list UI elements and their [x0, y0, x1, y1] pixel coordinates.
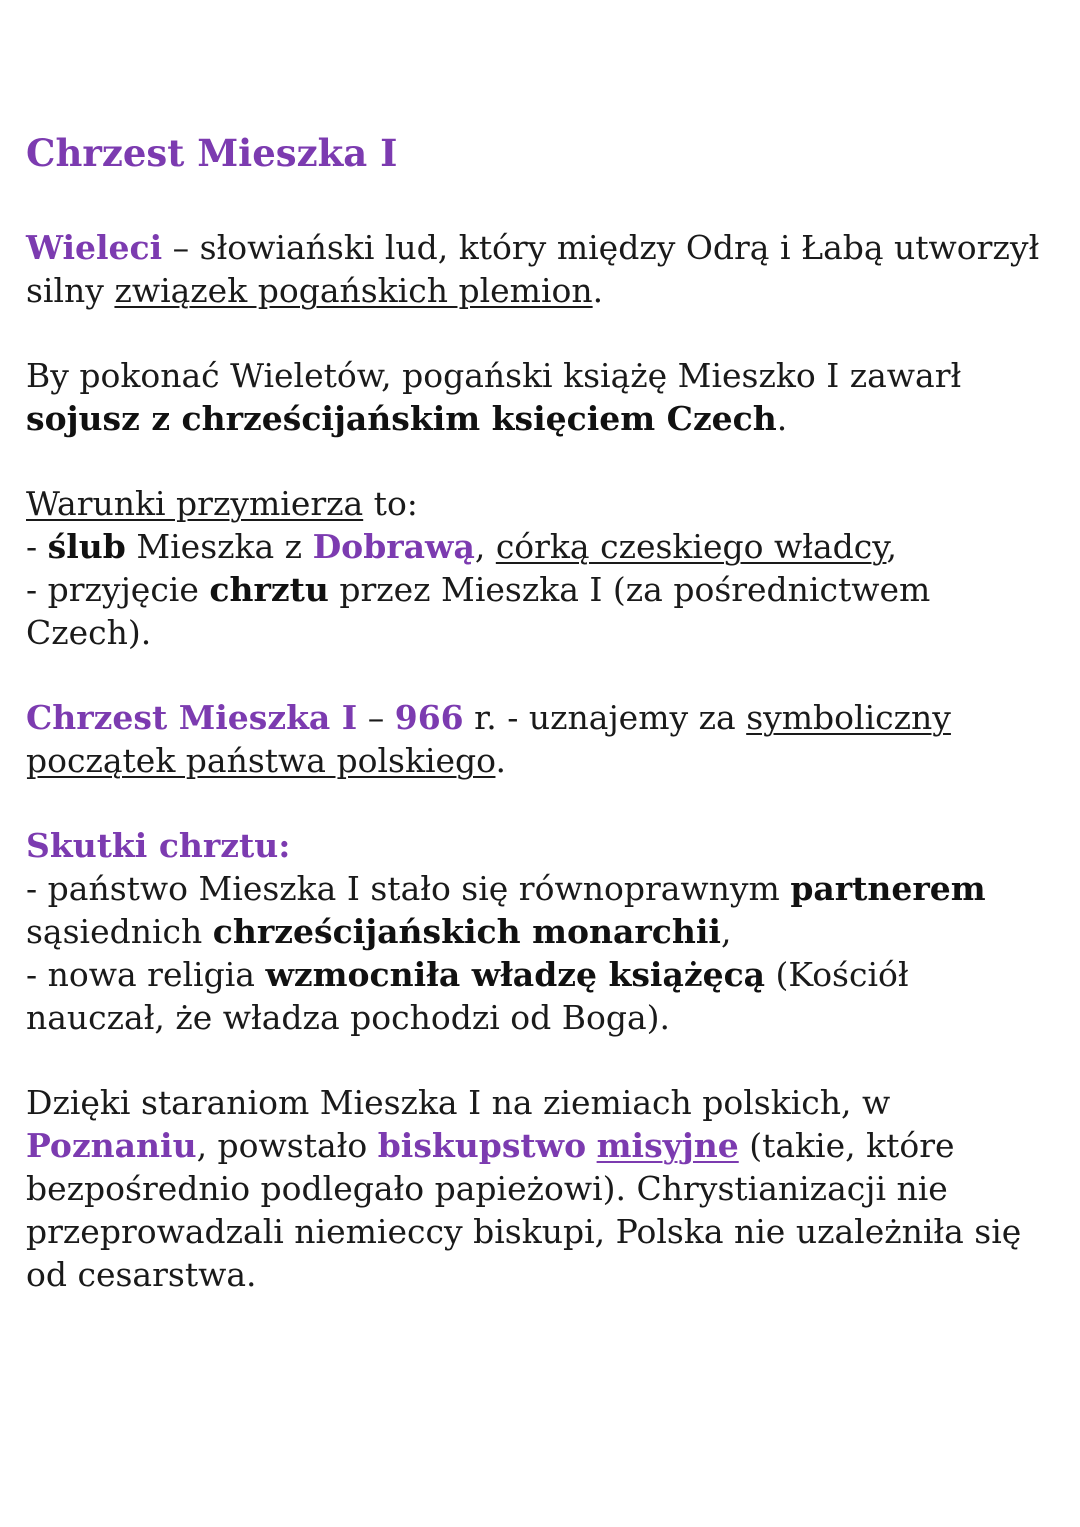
highlight-misyjne: misyjne	[596, 1126, 739, 1165]
list-item	[26, 953, 1056, 1039]
text: –	[357, 698, 395, 737]
paragraph-chrzest-966	[26, 696, 1056, 782]
paragraph-sojusz	[26, 354, 1056, 440]
text: r. - uznajemy za	[463, 698, 747, 737]
warunki-heading	[26, 482, 1056, 525]
text: Mieszka z	[125, 527, 313, 566]
highlight-dobrawa: Dobrawą	[312, 527, 475, 566]
underlined-phrase: związek pogańskich plemion	[114, 271, 593, 310]
list-item	[26, 867, 1056, 953]
paragraph-biskupstwo	[26, 1081, 1056, 1296]
page-title: Chrzest Mieszka I	[26, 131, 398, 175]
list-item	[26, 525, 1056, 568]
list-item	[26, 568, 1056, 654]
paragraph-warunki	[26, 482, 1056, 654]
text: By pokonać Wieletów, pogański książę Mieszko I zawarł	[26, 356, 962, 395]
text: (takie, które bezpośrednio podlegało papieżowi). Chrystianizacji nie przeprowadzali niemieccy biskupi, Polska nie uzależniła się od cesarstwa.	[26, 1126, 1022, 1294]
paragraph-wieleci	[26, 226, 1056, 312]
text	[586, 1126, 597, 1165]
bold-phrase: wzmocniła władzę książęcą	[265, 955, 766, 994]
highlight-poznan: Poznaniu	[26, 1126, 197, 1165]
text: .	[776, 399, 788, 438]
text: - nowa religia	[26, 955, 266, 994]
bold-phrase: sojusz z chrześcijańskim księciem Czech	[26, 399, 777, 438]
underlined-phrase: symboliczny początek państwa polskiego	[26, 698, 951, 780]
text: ,	[474, 527, 496, 566]
text: ,	[886, 527, 897, 566]
text: – słowiański lud, który między Odrą i Łabą utworzył silny	[26, 228, 1040, 310]
text: - państwo Mieszka I stało się równoprawnym	[26, 869, 791, 908]
bold-phrase: chrztu	[209, 570, 329, 609]
text: .	[495, 741, 506, 780]
underlined-phrase: Warunki przymierza	[26, 484, 364, 523]
text: ,	[720, 912, 732, 951]
highlight-biskupstwo: biskupstwo	[377, 1126, 587, 1165]
underlined-phrase: córką czeskiego władcy	[495, 527, 887, 566]
text: , powstało	[196, 1126, 378, 1165]
highlight-chrzest: Chrzest Mieszka I	[26, 698, 358, 737]
text: przez Mieszka I (za pośrednictwem Czech).	[26, 570, 931, 652]
text: Dzięki staraniom Mieszka I na ziemiach polskich, w	[26, 1083, 891, 1122]
document-page	[26, 128, 1056, 1338]
text: to:	[363, 484, 418, 523]
text: sąsiednich	[26, 912, 213, 951]
highlight-year: 966	[394, 698, 464, 737]
text: (Kościół nauczał, że władza pochodzi od Boga).	[26, 955, 909, 1037]
bold-phrase: partnerem	[790, 869, 986, 908]
bold-phrase: chrześcijańskich monarchii	[212, 912, 721, 951]
text: - przyjęcie	[26, 570, 210, 609]
paragraph-skutki	[26, 824, 1056, 1039]
bold-phrase: ślub	[47, 527, 126, 566]
skutki-heading: Skutki chrztu:	[26, 826, 291, 865]
text: .	[592, 271, 604, 310]
text: -	[26, 527, 48, 566]
term-wieleci: Wieleci	[26, 228, 163, 267]
